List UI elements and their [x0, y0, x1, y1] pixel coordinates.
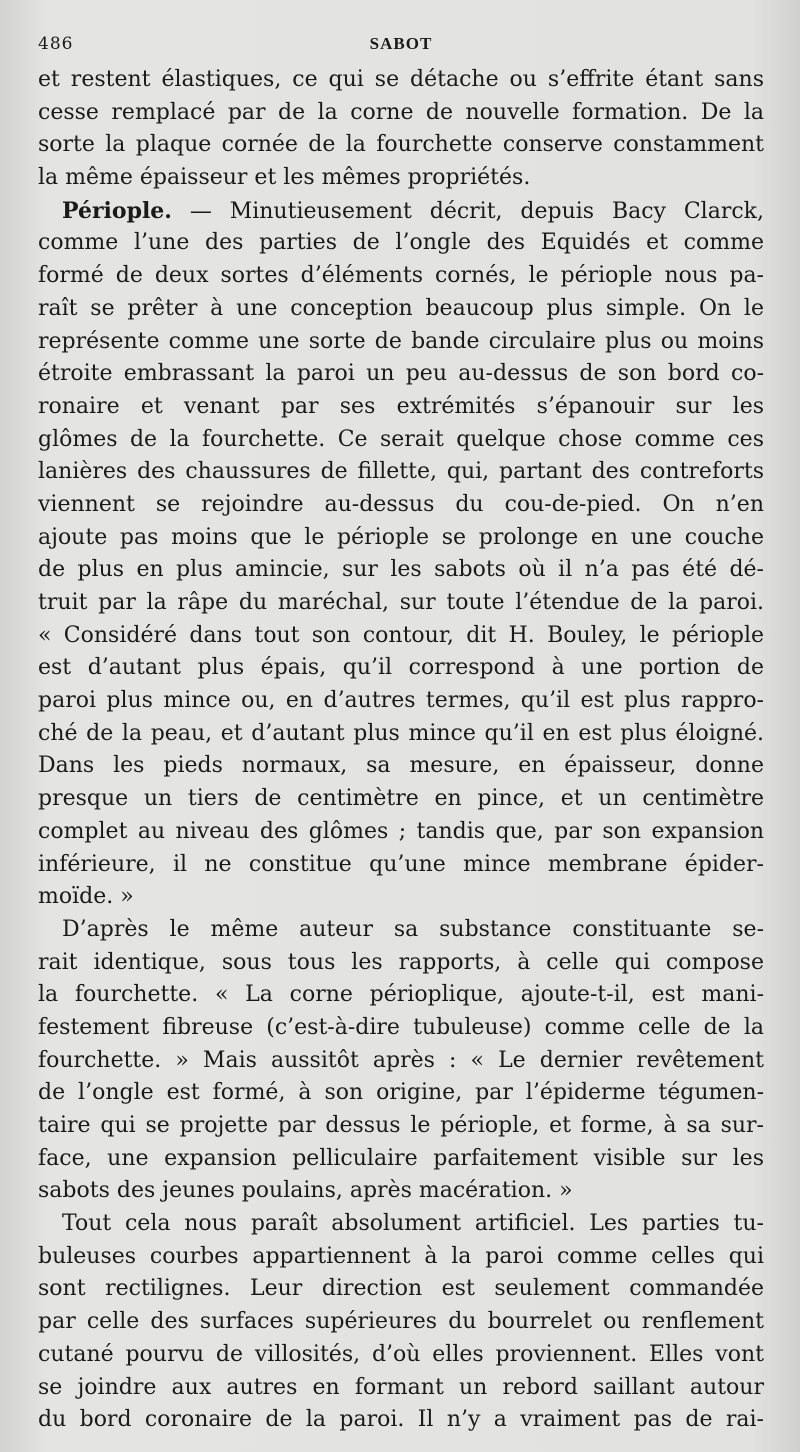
text-line	[38, 1110, 764, 1143]
line-text: D’après le même auteur sa substance constituante se-	[62, 916, 764, 942]
text-line	[38, 1143, 764, 1176]
text-line	[38, 587, 764, 620]
text-line	[38, 1404, 764, 1437]
text-line	[38, 783, 764, 816]
text-line	[38, 849, 764, 882]
line-text: face, une expansion pelliculaire parfaitement visible sur les	[38, 1145, 764, 1171]
text-line	[38, 456, 764, 489]
line-text: est d’autant plus épais, qu’il correspond à une portion de	[38, 655, 764, 681]
text-line	[38, 522, 764, 555]
text-line	[38, 685, 764, 718]
line-text: — Minutieusement décrit, depuis Bacy Clarck,	[171, 198, 764, 224]
line-text: viennent se rejoindre au-dessus du cou-de-pied. On n’en	[38, 491, 764, 517]
line-text: sont rectilignes. Leur direction est seulement commandée	[38, 1276, 764, 1302]
text-line	[38, 652, 764, 685]
text-line	[38, 1077, 764, 1110]
text-line	[38, 881, 764, 914]
text-line	[38, 750, 764, 783]
line-text: se joindre aux autres en formant un rebord saillant autour	[38, 1374, 764, 1400]
line-text: presque un tiers de centimètre en pince, et un centimètre	[38, 786, 764, 812]
text-line	[38, 227, 764, 260]
line-text: représente comme une sorte de bande circulaire plus ou moins	[38, 328, 764, 354]
line-text: par celle des surfaces supérieures du bourrelet ou renflement	[38, 1309, 764, 1335]
line-text: sorte la plaque cornée de la fourchette conserve constamment	[38, 132, 764, 158]
line-text: cutané pourvu de villosités, d’où elles proviennent. Elles vont	[38, 1341, 764, 1367]
line-text: taire qui se projette par dessus le périople, et forme, à sa sur-	[38, 1113, 764, 1138]
text-line	[38, 162, 764, 195]
text-line	[38, 718, 764, 751]
text-line	[38, 1241, 764, 1274]
line-text: Dans les pieds normaux, sa mesure, en épaisseur, donne	[38, 753, 764, 779]
text-line	[38, 1045, 764, 1078]
line-text: ronaire et venant par ses extrémités s’épanouir sur les	[38, 393, 764, 419]
line-text: ajoute pas moins que le périople se prolonge en une couche	[38, 524, 764, 550]
text-line	[38, 489, 764, 522]
text-line	[38, 979, 764, 1012]
line-text: festement fibreuse (c’est-à-dire tubuleuse) comme celle de la	[38, 1014, 764, 1040]
line-text: raît se prêter à une conception beaucoup plus simple. On le	[38, 295, 764, 321]
line-text: la même épaisseur et les mêmes propriétés.	[38, 165, 531, 191]
line-text: de l’ongle est formé, à son origine, par l’épiderme tégumen-	[38, 1080, 764, 1106]
text-line	[38, 947, 764, 980]
body-text	[38, 64, 764, 1437]
line-text: glômes de la fourchette. Ce serait quelque chose comme ces	[38, 426, 764, 452]
running-title: SABOT	[369, 34, 433, 53]
text-line	[38, 1208, 764, 1241]
line-text: lanières des chaussures de fillette, qui, partant des contreforts	[38, 459, 764, 485]
line-text: rait identique, sous tous les rapports, à celle qui compose	[38, 949, 764, 975]
line-text: sabots des jeunes poulains, après macération. »	[38, 1178, 573, 1204]
line-text: de plus en plus amincie, sur les sabots où il n’a pas été dé-	[38, 557, 764, 583]
line-text: Tout cela nous paraît absolument artificiel. Les parties tu-	[62, 1211, 764, 1237]
text-line	[38, 424, 764, 457]
text-line	[38, 1012, 764, 1045]
line-text: buleuses courbes appartiennent à la paroi comme celles qui	[38, 1243, 764, 1269]
text-line	[38, 1339, 764, 1372]
text-line	[38, 816, 764, 849]
line-text: « Considéré dans tout son contour, dit H. Bouley, le périople	[38, 622, 764, 648]
text-line	[38, 914, 764, 947]
text-line	[38, 97, 764, 130]
text-line	[38, 129, 764, 162]
line-text: ché de la peau, et d’autant plus mince qu’il en est plus éloigné.	[38, 720, 764, 746]
line-text: inférieure, il ne constitue qu’une mince membrane épider-	[38, 851, 764, 877]
line-text: et restent élastiques, ce qui se détache ou s’effrite étant sans	[38, 67, 764, 92]
line-text: étroite embrassant la paroi un peu au-dessus de son bord co-	[38, 361, 764, 387]
line-text: cesse remplacé par de la corne de nouvelle formation. De la	[38, 99, 764, 125]
text-line	[38, 64, 764, 97]
page-number: 486	[38, 34, 74, 54]
line-text: comme l’une des parties de l’ongle des Equidés et comme	[38, 230, 764, 256]
text-line	[38, 554, 764, 587]
line-text: complet au niveau des glômes ; tandis que, par son expansion	[38, 818, 764, 844]
text-line	[38, 195, 764, 228]
text-line	[38, 1372, 764, 1405]
line-text: paroi plus mince ou, en d’autres termes, qu’il est plus rappro-	[38, 688, 764, 714]
text-line	[38, 391, 764, 424]
text-line	[38, 293, 764, 326]
line-text: moïde. »	[38, 884, 134, 910]
text-line	[38, 1273, 764, 1306]
running-head	[38, 28, 764, 64]
text-line	[38, 260, 764, 293]
line-text: fourchette. » Mais aussitôt après : « Le dernier revêtement	[38, 1047, 764, 1073]
text-line	[38, 358, 764, 391]
section-heading: Périople.	[62, 197, 172, 224]
text-line	[38, 326, 764, 359]
text-line	[38, 1175, 764, 1208]
text-line	[38, 620, 764, 653]
line-text: truit par la râpe du maréchal, sur toute l’étendue de la paroi.	[38, 590, 764, 615]
line-text: formé de deux sortes d’éléments cornés, le périople nous pa-	[38, 263, 764, 289]
line-text: du bord coronaire de la paroi. Il n’y a vraiment pas de rai-	[38, 1407, 764, 1433]
text-line	[38, 1306, 764, 1339]
line-text: la fourchette. « La corne périoplique, ajoute-t-il, est mani-	[38, 982, 764, 1008]
